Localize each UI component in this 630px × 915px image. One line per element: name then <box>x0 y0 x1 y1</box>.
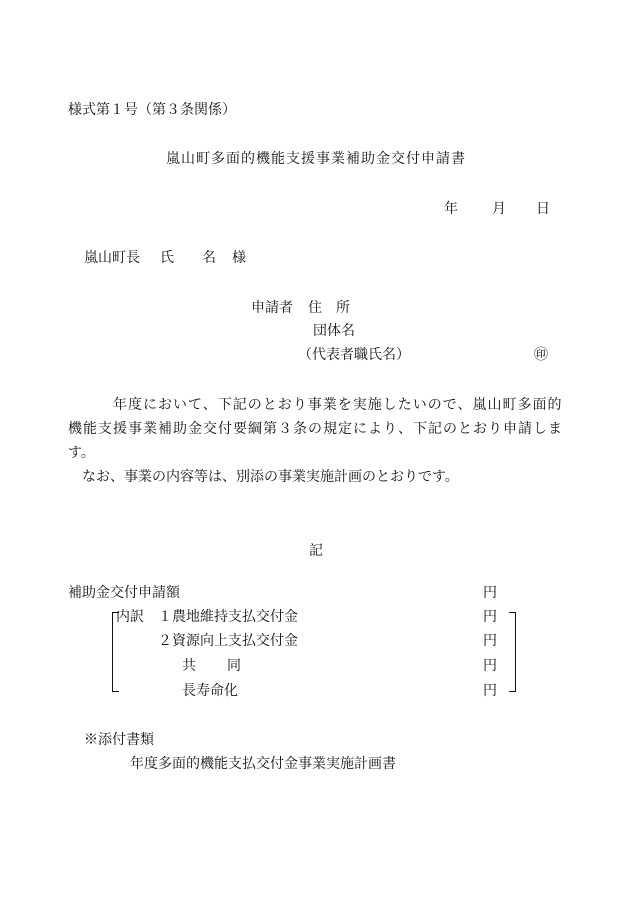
addressee-honorific: 様 <box>232 250 246 266</box>
breakdown-item-1-yen: 円 <box>483 609 497 625</box>
breakdown-item-2-yen: 円 <box>483 633 497 649</box>
breakdown-item-4-yen: 円 <box>483 683 497 699</box>
breakdown-item-3-a: 共 <box>182 658 196 674</box>
date-month-label: 月 <box>492 201 506 217</box>
breakdown-item-2: ２資源向上支払交付金 <box>158 633 298 649</box>
document-title: 嵐山町多面的機能支援事業補助金交付申請書 <box>166 151 466 167</box>
attachments-label: ※添付書類 <box>84 732 154 748</box>
breakdown-item-3-yen: 円 <box>483 658 497 674</box>
breakdown-right-bracket <box>509 612 516 692</box>
body-line-4: なお、事業の内容等は、別添の事業実施計画のとおりです。 <box>68 469 459 485</box>
addressee-org: 嵐山町長 <box>84 250 140 266</box>
applicant-group-label: 団体名 <box>313 323 355 339</box>
form-number: 様式第１号（第３条関係） <box>68 102 236 118</box>
body-line-1: 年度において、下記のとおり事業を実施したいので、嵐山町多面的 <box>68 397 563 413</box>
breakdown-item-1: １農地維持支払交付金 <box>158 609 298 625</box>
applicant-address-label: 住 所 <box>308 300 350 316</box>
addressee-shi: 氏 <box>160 250 174 266</box>
attachments-item: 年度多面的機能支払交付金事業実施計画書 <box>130 756 396 772</box>
applicant-label: 申請者 <box>251 300 293 316</box>
seal-mark: ㊞ <box>534 347 548 363</box>
ki-heading: 記 <box>309 543 323 559</box>
date-year-label: 年 <box>444 201 458 217</box>
breakdown-label: 内訳 <box>116 609 144 625</box>
breakdown-item-4: 長寿命化 <box>182 683 238 699</box>
body-line-3: す。 <box>68 445 95 461</box>
body-line-2: 機能支援事業補助金交付要綱第３条の規定により、下記のとおり申請しま <box>68 421 563 437</box>
total-amount-yen: 円 <box>483 585 497 601</box>
total-amount-label: 補助金交付申請額 <box>68 585 180 601</box>
date-day-label: 日 <box>536 201 550 217</box>
breakdown-item-3-b: 同 <box>227 658 241 674</box>
applicant-representative-label: （代表者職氏名） <box>298 347 410 363</box>
addressee-mei: 名 <box>202 250 216 266</box>
